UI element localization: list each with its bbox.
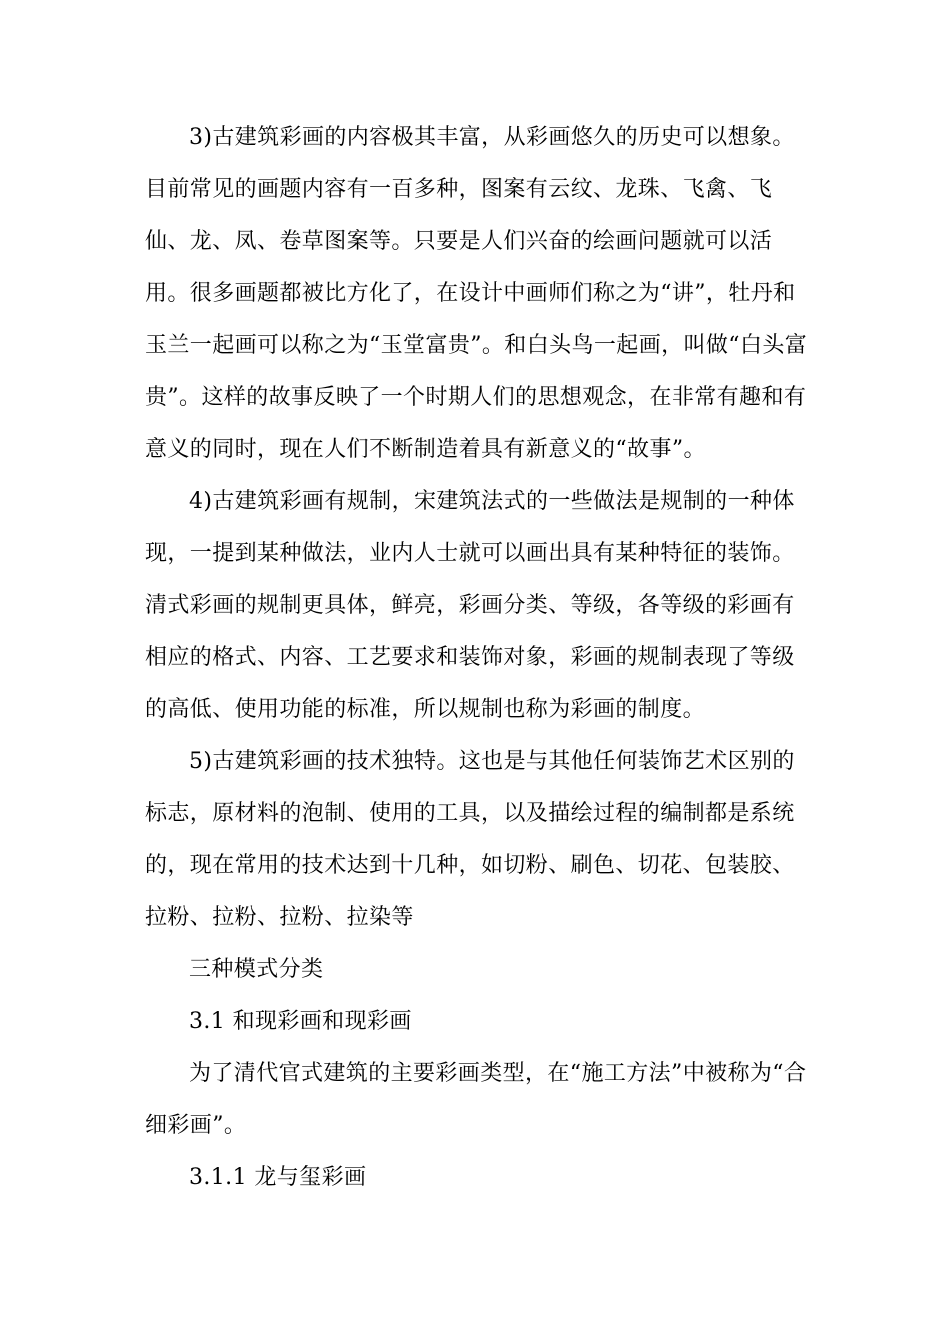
text-line: 用。很多画题都被比方化了，在设计中画师们称之为“讲”，牡丹和 <box>145 281 796 306</box>
text-line: 4)古建筑彩画有规制，宋建筑法式的一些做法是规制的一种体 <box>189 489 795 514</box>
document-body <box>145 112 808 1204</box>
text-line: 标志，原材料的泡制、使用的工具，以及描绘过程的编制都是系统 <box>145 801 795 826</box>
text-line: 细彩画”。 <box>145 1113 247 1138</box>
subsubsection-heading: 3.1.1 龙与玺彩画 <box>189 1165 367 1190</box>
text-line: 为了清代官式建筑的主要彩画类型，在“施工方法”中被称为“合 <box>189 1061 807 1086</box>
text-line: 仙、龙、凤、卷草图案等。只要是人们兴奋的绘画问题就可以活 <box>145 229 773 254</box>
subsection-heading: 3.1 和现彩画和现彩画 <box>189 1009 412 1034</box>
text-line: 清式彩画的规制更具体，鲜亮，彩画分类、等级，各等级的彩画有 <box>145 593 795 618</box>
text-line: 贵”。这样的故事反映了一个时期人们的思想观念，在非常有趣和有 <box>145 385 807 410</box>
text-line: 5)古建筑彩画的技术独特。这也是与其他任何装饰艺术区别的 <box>189 749 795 774</box>
text-line: 3)古建筑彩画的内容极其丰富，从彩画悠久的历史可以想象。 <box>189 125 795 150</box>
text-line: 的，现在常用的技术达到十几种，如切粉、刷色、切花、包装胶、 <box>145 853 795 878</box>
text-line: 意义的同时，现在人们不断制造着具有新意义的“故事”。 <box>145 437 706 462</box>
section-heading: 三种模式分类 <box>189 957 324 982</box>
text-line: 现，一提到某种做法，业内人士就可以画出具有某种特征的装饰。 <box>145 541 795 566</box>
text-line: 玉兰一起画可以称之为“玉堂富贵”。和白头鸟一起画，叫做“白头富 <box>145 333 808 358</box>
text-line: 相应的格式、内容、工艺要求和装饰对象，彩画的规制表现了等级 <box>145 645 795 670</box>
text-line: 的高低、使用功能的标准，所以规制也称为彩画的制度。 <box>145 697 706 722</box>
text-line: 拉粉、拉粉、拉粉、拉染等 <box>145 905 414 930</box>
text-line: 目前常见的画题内容有一百多种，图案有云纹、龙珠、飞禽、飞 <box>145 177 773 202</box>
